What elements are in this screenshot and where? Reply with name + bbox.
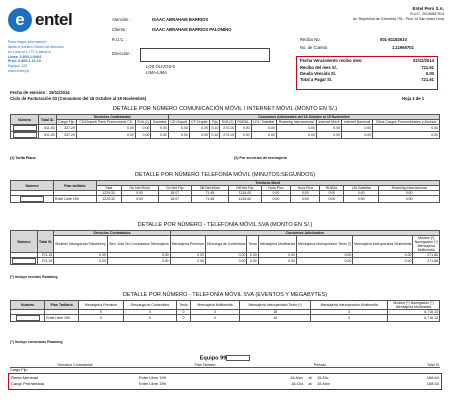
section4-table: Número Plan Tarifario Mensajería Premium Descarga de Contenidos Texto Mensajería Multimedia Mensajería Interoperador Texto (*) Mensajería Interoperador Multimedia Modem (*) Navegación (*) Mensajería Multimedia 0 0 0 0 18 0 6,716.13 Entel Libre 199 0 0 0 0 18 0 6,716.13 xyxy=(10,300,440,322)
contact-line: Prov: 0-800-1-11-10 xyxy=(8,59,41,64)
equipo-header: Servicios Contratados Plan Tarifario Periodo Total S/. xyxy=(10,363,440,368)
number-field xyxy=(13,125,37,131)
number-field xyxy=(12,258,36,264)
equipo-field xyxy=(226,355,250,361)
payment-summary xyxy=(296,56,438,90)
attention-row: Atención : xyxy=(112,17,131,22)
modem-events-header: Modem (*) Navegación (*) Mensajería Multimedia xyxy=(388,301,440,310)
contact-line: Para mayor información, xyxy=(8,40,48,44)
section1-footnote-2: (2) Por servicios de mensajería xyxy=(234,156,287,160)
number-field xyxy=(13,132,37,138)
modem-events-value: 6,716.13 xyxy=(388,310,440,315)
entel-logo xyxy=(8,8,78,36)
summary-row: Total a Pagar S/. 721.61 xyxy=(300,77,434,83)
issue-date: Fecha de emisión : 15/11/2014 xyxy=(10,90,70,95)
table-row: 611.53 337.29 0.00 0.00 0.00 0.00 0.00 0.10 274.15 0.00 0.00 0.00 0.00 0.00 0.00 xyxy=(11,132,440,139)
number-field xyxy=(16,315,40,321)
account-value: 1.11965701 xyxy=(392,45,414,50)
modem-events-value: 6,716.13 xyxy=(388,315,440,322)
contact-line: llama a nuestro Centro de Atención xyxy=(8,44,65,49)
table-row: Entel Libre 199 0 0 0 0 18 0 6,716.13 xyxy=(11,315,440,322)
address-line: LIMA-LIMA xyxy=(146,70,167,75)
page-number: Hoja 1 de 1 xyxy=(402,96,425,101)
table-row: Renta Mensual Entel Libre 199 16-Nov al 15-Dic 168.64 xyxy=(11,375,439,380)
cargo-fijo-box xyxy=(8,373,442,390)
section1-footnote: (1) Tarifa Plana xyxy=(10,156,36,160)
address-box xyxy=(140,48,270,62)
table-row: 274.15 0.00 0.00 0.00 0.00 0.00 0.00 0.00 0.00 271.66 xyxy=(11,253,440,258)
summary-row: Recibo del mes S/. 721.61 xyxy=(300,64,434,70)
receipt-value: 001-81182633 xyxy=(380,37,407,42)
contact-line: en Lima al 1-777 ó llama a: xyxy=(8,49,52,54)
modem-value: 271.66 xyxy=(413,258,440,265)
client-label: Cliente : xyxy=(112,27,128,32)
cargo-fijo-label: Cargo Fijo xyxy=(10,368,28,372)
receipt-label: Recibo No. xyxy=(300,37,321,42)
section1-table: Número Total S/. Servicios Contratados Consumos Adicionales del 16 Octubre al 15 Noviembre Cargo Fijo CD/Orquet/ Pack Promocional CD SVA (1) Garantía CD Orquet CF Orquet Fijo SVA (2) RURAL LDI / Satelital Roaming Internacional Internet Móvil Internet Nacional Otros Cargos Promocionales y Abonos 611.53 337.29 0.00 0.00 0.00 0.00 0.00 0.10 274.15 0.00 0.00 0.00 0.00 0.00 0.00 611.53 337.29 0.00 0.00 0.00 0.00 0.00 0.10 274.15 0.00 0.00 0.00 0.00 0.00 0.00 xyxy=(10,114,440,139)
modem-value: 271.66 xyxy=(413,253,440,258)
section2-title: DETALLE POR NÚMERO TELEFONÍA MÓVIL (MINUTOS:SEGUNDOS) xyxy=(134,172,316,178)
account-label: No. de Cuenta xyxy=(300,45,328,50)
section2-table: Número Plan tarifario Telefonía Móvil Total On Net Móvil On Net Fijo Off Net Móvil Off Net Fijo Hora Pico Hora Pico RURAL LDI Satelital Roaming Internacional 1224:32 0:00 18:07 71:45 1134:40 0:00 0:00 0:00 0:00 0:00 Entel Libre 199 1224:32 0:00 18:07 71:45 1134:40 0:00 0:00 0:00 0:00 0:00 xyxy=(10,180,440,203)
table-row: 0 0 0 0 18 0 6,716.13 xyxy=(11,310,440,315)
summary-row: Fecha Vencimiento recibo mes: 02/12/2014 xyxy=(300,58,434,64)
table-row: 274.15 0.00 0.00 0.00 0.00 0.00 0.00 0.00 0.00 271.66 xyxy=(11,258,440,265)
contact-info xyxy=(8,40,78,74)
table-row: Cargo Prorrateada Entel Libre 199 16-Oct al 15-Nov 168.64 xyxy=(11,381,439,386)
section3-table: Número Total S/. Servicios Contratados Consumos Adicionales Modem/ Navegación/ Blackberry Serv. Add On/ Localizador/ Mensajería Mensajería Premium Descarga de Contenidos Texto Mensajería Multimedia Mensajería Interoperador Texto (*) Mensajería Interoperador Multimedia Modem (*) Navegación (*) Mensajería Multimedia 274.15 0.00 0.00 0.00 0.00 0.00 0.00 0.00 0.00 271.66 274.15 0.00 0.00 0.00 0.00 0.00 0.00 0.00 0.00 271.66 xyxy=(10,230,440,265)
table-row: 611.53 337.29 0.00 0.00 0.00 0.00 0.00 0.10 274.15 0.00 0.00 0.00 0.00 0.00 0.00 xyxy=(11,125,440,132)
number-field xyxy=(20,196,44,202)
contact-line: www.entel.pe xyxy=(8,69,30,74)
company-block: Entel Perú S.A. R.U.C. 20106897914 Av. República de Colombia 791 - Piso 14 San Isidro Lima xyxy=(352,6,444,21)
section4-footnote: (*) Incluye consumos Roaming xyxy=(10,340,63,344)
modem-header: Modem (*) Navegación (*) Mensajería Multimedia xyxy=(414,236,438,253)
contact-line: Equipo: 123 xyxy=(8,64,28,69)
table-row: Entel Libre 199 1224:32 0:00 18:07 71:45 1134:40 0:00 0:00 0:00 0:00 0:00 xyxy=(11,196,440,203)
table-row: 1224:32 0:00 18:07 71:45 1134:40 0:00 0:00 0:00 0:00 0:00 xyxy=(11,191,440,196)
logo-text: entel xyxy=(35,10,73,29)
address-line: LOS OLIVOS-0 xyxy=(146,64,175,69)
sva2-value: 274.15 xyxy=(220,125,236,132)
attention-value: ISAAC ABRAHAM BARRIOS xyxy=(152,17,209,22)
section3-title: DETALLE POR NÚMERO - TELEFONÍA MÓVIL SVA (MONTO EN S/.) xyxy=(137,222,313,228)
logo-e-icon: e xyxy=(8,8,32,32)
equipo-title: Equipo 99 xyxy=(0,355,450,362)
section3-footnote: (*) Incluye montos Roaming xyxy=(10,275,58,279)
client-value: ISAAC ABRAHAM BARRIOS PALOMINO xyxy=(152,27,232,32)
billing-cycle: Ciclo de Facturación 03 (Consumos del 16 Octubre al 15 Noviembre) xyxy=(10,96,147,101)
ruc-label: R.U.C. : xyxy=(112,37,127,42)
sva2-header: SVA (2) xyxy=(221,120,234,125)
summary-row: Deuda Vencida S/. 0.00 xyxy=(300,70,434,76)
contact-line: Línea: 0-800-1-6464 xyxy=(8,54,42,59)
section1-title: DETALLE POR NÚMERO COMUNICACIÓN MÓVIL / INTERNET MÓVIL (MONTO EN S/.) xyxy=(112,106,338,112)
address-label: Dirección : xyxy=(112,51,132,56)
sva2-value: 274.15 xyxy=(220,132,236,139)
section4-title: DETALLE POR NÚMERO - TELEFONÍA MÓVIL SVA (EVENTOS Y MEGABYTES) xyxy=(122,292,328,298)
